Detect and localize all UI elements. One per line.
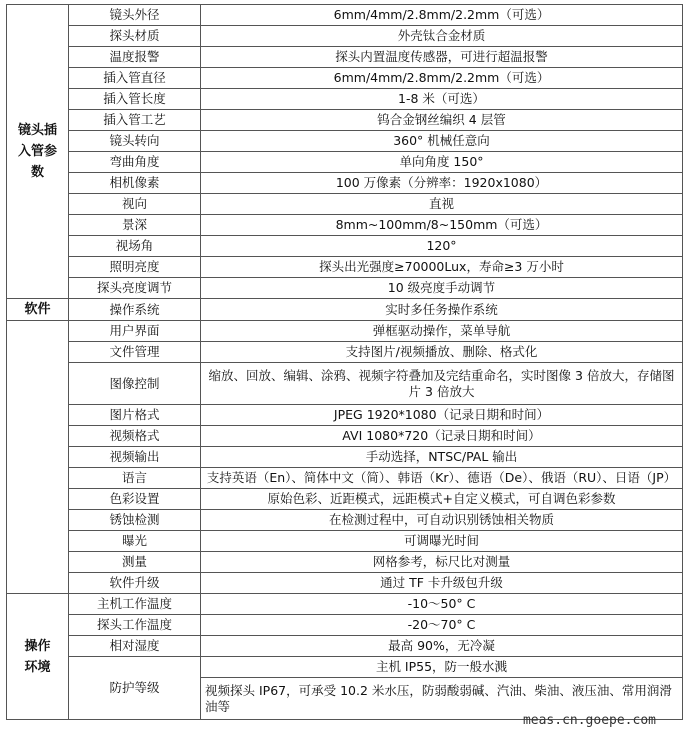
spec-row xyxy=(7,131,683,152)
spec-value: 探头出光强度≥70000Lux，寿命≥3 万小时 xyxy=(201,257,683,278)
category-blank xyxy=(7,321,69,594)
spec-name: 锈蚀检测 xyxy=(69,510,201,531)
spec-row xyxy=(7,5,683,26)
spec-name: 景深 xyxy=(69,215,201,236)
spec-row xyxy=(7,615,683,636)
spec-name: 防护等级 xyxy=(69,657,201,720)
spec-name: 温度报警 xyxy=(69,47,201,68)
spec-name: 测量 xyxy=(69,552,201,573)
spec-value: 缩放、回放、编辑、涂鸦、视频字符叠加及完结重命名，实时图像 3 倍放大，存储图片 3 倍放大 xyxy=(201,363,683,405)
spec-value: 支持英语（En）、简体中文（简）、韩语（Kr）、德语（De）、俄语（RU）、日语（JP） xyxy=(201,468,683,489)
spec-name: 图像控制 xyxy=(69,363,201,405)
spec-value: 实时多任务操作系统 xyxy=(201,299,683,321)
spec-row xyxy=(7,236,683,257)
spec-name: 照明亮度 xyxy=(69,257,201,278)
spec-name: 相机像素 xyxy=(69,173,201,194)
spec-value: 支持图片/视频播放、删除、格式化 xyxy=(201,342,683,363)
spec-table xyxy=(6,4,683,720)
spec-row xyxy=(7,68,683,89)
spec-row xyxy=(7,342,683,363)
spec-name: 视频格式 xyxy=(69,426,201,447)
spec-name: 文件管理 xyxy=(69,342,201,363)
spec-value: 单向角度 150° xyxy=(201,152,683,173)
spec-value: 可调曝光时间 xyxy=(201,531,683,552)
spec-row xyxy=(7,47,683,68)
spec-value: 弹框驱动操作，菜单导航 xyxy=(201,321,683,342)
category-software: 软件 xyxy=(7,299,69,321)
spec-row xyxy=(7,152,683,173)
spec-row xyxy=(7,594,683,615)
spec-row xyxy=(7,110,683,131)
spec-value: 8mm~100mm/8~150mm（可选） xyxy=(201,215,683,236)
spec-value: 6mm/4mm/2.8mm/2.2mm（可选） xyxy=(201,5,683,26)
spec-name: 镜头转向 xyxy=(69,131,201,152)
spec-value: 120° xyxy=(201,236,683,257)
spec-name: 插入管工艺 xyxy=(69,110,201,131)
spec-row xyxy=(7,531,683,552)
spec-row xyxy=(7,426,683,447)
spec-row xyxy=(7,278,683,299)
spec-value: 10 级亮度手动调节 xyxy=(201,278,683,299)
spec-name: 弯曲角度 xyxy=(69,152,201,173)
spec-row xyxy=(7,510,683,531)
spec-value: 直视 xyxy=(201,194,683,215)
spec-name: 插入管直径 xyxy=(69,68,201,89)
spec-value: AVI 1080*720（记录日期和时间） xyxy=(201,426,683,447)
spec-value: 外壳钛合金材质 xyxy=(201,26,683,47)
spec-row xyxy=(7,26,683,47)
spec-row xyxy=(7,573,683,594)
spec-name: 曝光 xyxy=(69,531,201,552)
spec-value: 探头内置温度传感器，可进行超温报警 xyxy=(201,47,683,68)
spec-row xyxy=(7,489,683,510)
spec-row xyxy=(7,636,683,657)
spec-row xyxy=(7,299,683,321)
spec-row xyxy=(7,173,683,194)
spec-value: 360° 机械任意向 xyxy=(201,131,683,152)
spec-name: 用户界面 xyxy=(69,321,201,342)
spec-value: JPEG 1920*1080（记录日期和时间） xyxy=(201,405,683,426)
spec-row xyxy=(7,363,683,405)
spec-value: 钨合金钢丝编织 4 层管 xyxy=(201,110,683,131)
category-environment: 操作环境 xyxy=(7,594,69,720)
spec-name: 探头材质 xyxy=(69,26,201,47)
spec-name: 视频输出 xyxy=(69,447,201,468)
spec-value: 视频探头 IP67，可承受 10.2 米水压，防弱酸弱碱、汽油、柴油、液压油、常用润滑油等 xyxy=(201,678,683,720)
spec-row xyxy=(7,215,683,236)
spec-value: 原始色彩、近距模式，远距模式+自定义模式，可自调色彩参数 xyxy=(201,489,683,510)
spec-name: 插入管长度 xyxy=(69,89,201,110)
spec-row xyxy=(7,552,683,573)
spec-name: 图片格式 xyxy=(69,405,201,426)
spec-name: 色彩设置 xyxy=(69,489,201,510)
spec-value: 最高 90%，无冷凝 xyxy=(201,636,683,657)
spec-value: 6mm/4mm/2.8mm/2.2mm（可选） xyxy=(201,68,683,89)
spec-value: 主机 IP55，防一般水溅 xyxy=(201,657,683,678)
spec-name: 视向 xyxy=(69,194,201,215)
spec-value: 在检测过程中，可自动识别锈蚀相关物质 xyxy=(201,510,683,531)
spec-value: -10～50° C xyxy=(201,594,683,615)
spec-name: 主机工作温度 xyxy=(69,594,201,615)
watermark: meas.cn.goepe.com xyxy=(522,713,656,728)
spec-row xyxy=(7,657,683,678)
spec-name: 语言 xyxy=(69,468,201,489)
spec-value: 通过 TF 卡升级包升级 xyxy=(201,573,683,594)
spec-name: 探头工作温度 xyxy=(69,615,201,636)
spec-name: 操作系统 xyxy=(69,299,201,321)
spec-value: 网格参考，标尺比对测量 xyxy=(201,552,683,573)
spec-row xyxy=(7,447,683,468)
spec-name: 软件升级 xyxy=(69,573,201,594)
spec-row xyxy=(7,89,683,110)
spec-name: 相对湿度 xyxy=(69,636,201,657)
spec-name: 视场角 xyxy=(69,236,201,257)
spec-value: 1-8 米（可选） xyxy=(201,89,683,110)
spec-value: 手动选择，NTSC/PAL 输出 xyxy=(201,447,683,468)
spec-value: -20～70° C xyxy=(201,615,683,636)
spec-name: 镜头外径 xyxy=(69,5,201,26)
spec-row xyxy=(7,468,683,489)
spec-name: 探头亮度调节 xyxy=(69,278,201,299)
spec-row xyxy=(7,257,683,278)
spec-row xyxy=(7,405,683,426)
spec-row xyxy=(7,321,683,342)
category-lens: 镜头插入管参数 xyxy=(7,5,69,299)
spec-row xyxy=(7,194,683,215)
spec-value: 100 万像素（分辨率：1920x1080） xyxy=(201,173,683,194)
